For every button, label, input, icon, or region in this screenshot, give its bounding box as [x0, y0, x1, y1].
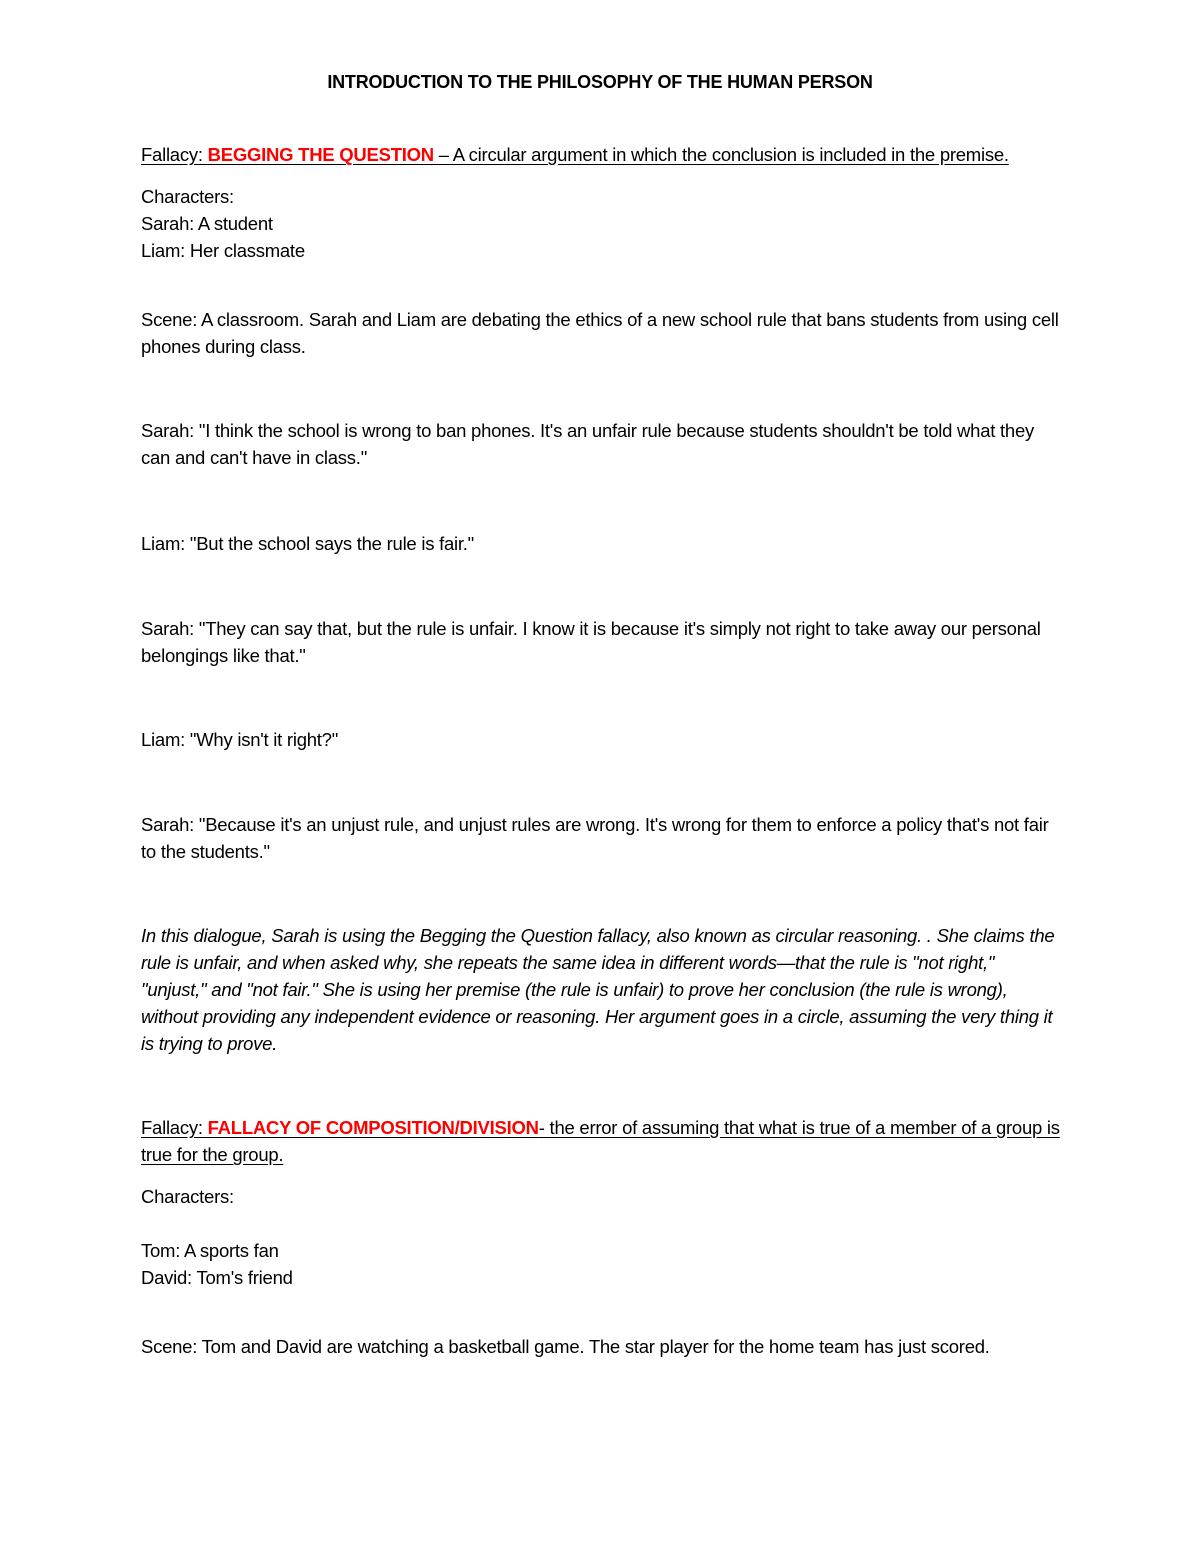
characters-list: [141, 1237, 1063, 1291]
dialogue-line: Sarah: "Because it's an unjust rule, and unjust rules are wrong. It's wrong for them to enforce a policy that's not fair to the students.": [141, 814, 1049, 862]
document-title: INTRODUCTION TO THE PHILOSOPHY OF THE HUMAN PERSON: [327, 72, 873, 92]
dialogue-line: Liam: "But the school says the rule is fair.": [141, 533, 474, 554]
characters-list: [141, 183, 1063, 264]
scene-description: Scene: A classroom. Sarah and Liam are debating the ethics of a new school rule that bans students from using cell phones during class.: [141, 309, 1059, 357]
fallacy-name: BEGGING THE QUESTION: [207, 144, 434, 165]
fallacy-name: FALLACY OF COMPOSITION/DIVISION: [207, 1117, 539, 1138]
fallacy-label: Fallacy:: [141, 1117, 208, 1138]
character-liam: Liam: Her classmate: [141, 240, 305, 261]
characters-heading: Characters:: [141, 1186, 234, 1207]
character-david: David: Tom's friend: [141, 1267, 293, 1288]
scene-description: Scene: Tom and David are watching a basketball game. The star player for the home team has just scored.: [141, 1336, 990, 1357]
character-sarah: Sarah: A student: [141, 213, 273, 234]
fallacy-label: Fallacy:: [141, 144, 208, 165]
character-tom: Tom: A sports fan: [141, 1240, 279, 1261]
fallacy-definition: – A circular argument in which the conclusion is included in the premise.: [433, 144, 1009, 165]
dialogue-line: Sarah: "They can say that, but the rule is unfair. I know it is because it's simply not right to take away our personal belongings like that.": [141, 618, 1041, 666]
explanation-paragraph: In this dialogue, Sarah is using the Begging the Question fallacy, also known as circular reasoning. . She claims the rule is unfair, and when asked why, she repeats the same idea in different words—that the rule is "not right," "unjust," and "not fair." She is using her premise (the rule is unfair) to prove her conclusion (the rule is wrong), without providing any independent evidence or reasoning. Her argument goes in a circle, assuming the very thing it is trying to prove.: [141, 925, 1055, 1054]
dialogue-line: Liam: "Why isn't it right?": [141, 729, 339, 750]
fallacy-definition: - the error of assuming that what is true of a member of a group is true for the group.: [141, 1117, 1060, 1165]
fallacy-heading-begging-the-question: [141, 141, 1063, 168]
characters-heading: Characters:: [141, 186, 234, 207]
dialogue-line: Sarah: "I think the school is wrong to ban phones. It's an unfair rule because students shouldn't be told what they can and can't have in class.": [141, 420, 1034, 468]
fallacy-heading-composition-division: [141, 1114, 1063, 1168]
